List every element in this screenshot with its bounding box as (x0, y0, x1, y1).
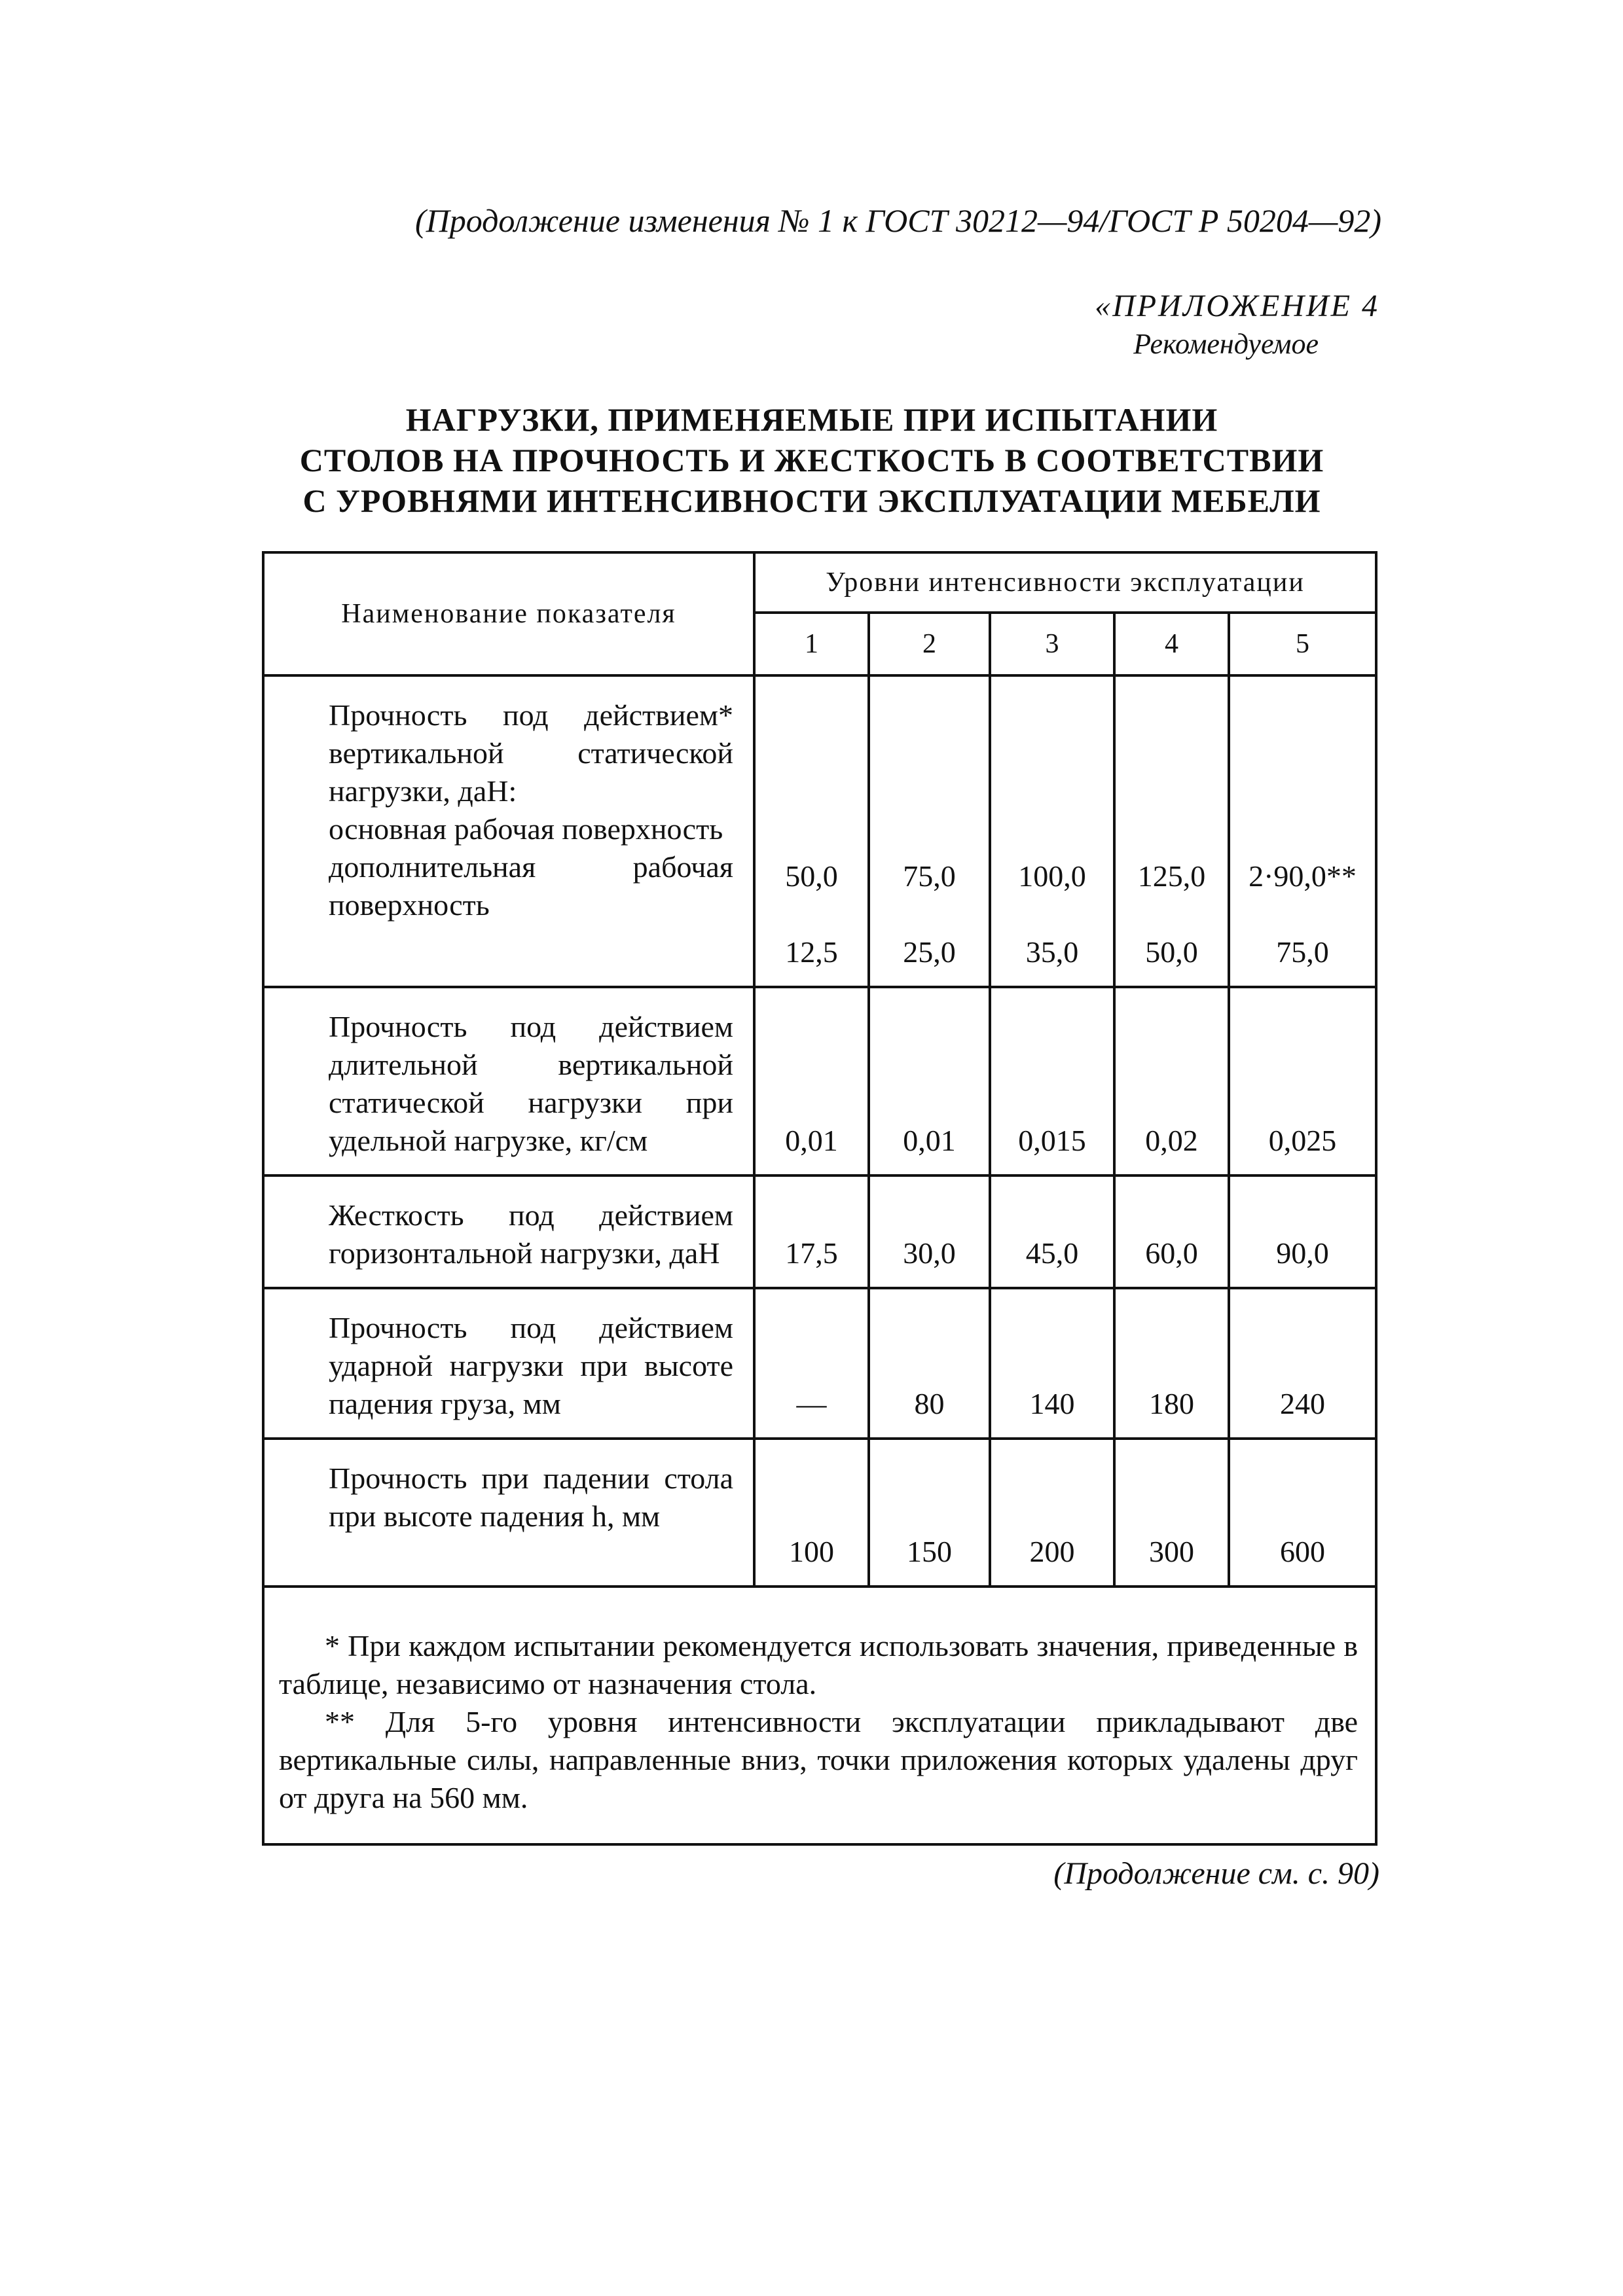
row-label (263, 1439, 754, 1587)
row-label (263, 987, 754, 1175)
table-row (263, 1439, 1376, 1587)
footnote-2: ** Для 5-го уровня интенсивности эксплуатации прикладывают две вертикальные силы, направленные вниз, точки приложения которых удалены друг от друга на 560 мм. (279, 1705, 1359, 1814)
table-cell (754, 675, 869, 987)
cell-value: 75,0 (1276, 935, 1329, 969)
title-line-1: НАГРУЗКИ, ПРИМЕНЯЕМЫЕ ПРИ ИСПЫТАНИИ (405, 401, 1218, 438)
cell-value: 100,0 (1018, 859, 1086, 893)
continuation-header: (Продолжение изменения № 1 к ГОСТ 30212—94/ГОСТ Р 50204—92) (414, 202, 1381, 239)
table-cell: 240 (1229, 1288, 1376, 1439)
cell-value: 50,0 (1145, 935, 1198, 969)
table-row (263, 1288, 1376, 1439)
continuation-footer: (Продолжение см. с. 90) (1053, 1856, 1379, 1891)
table-cell: 45,0 (990, 1175, 1114, 1288)
cell-value: 75,0 (903, 859, 956, 893)
table-cell: 60,0 (1114, 1175, 1229, 1288)
cell-value: 50,0 (785, 859, 838, 893)
row-sub-label: основная рабочая поверхность (329, 812, 723, 846)
table-cell: 140 (990, 1288, 1114, 1439)
level-header: 2 (869, 613, 990, 675)
row-label (263, 1175, 754, 1288)
title-line-2: СТОЛОВ НА ПРОЧНОСТЬ И ЖЕСТКОСТЬ В СООТВЕТСТВИИ (299, 442, 1324, 478)
column-header-levels: Уровни интенсивности эксплуатации (754, 552, 1376, 613)
title-line-3: С УРОВНЯМИ ИНТЕНСИВНОСТИ ЭКСПЛУАТАЦИИ МЕБЕЛИ (302, 482, 1321, 519)
loads-table (262, 551, 1377, 1846)
table-cell: 17,5 (754, 1175, 869, 1288)
table-row (263, 1175, 1376, 1288)
level-header: 3 (990, 613, 1114, 675)
appendix-label: «ПРИЛОЖЕНИЕ 4 (1095, 289, 1379, 323)
cell-value: 2·90,0** (1249, 859, 1357, 893)
table-cell: 90,0 (1229, 1175, 1376, 1288)
table-cell: 0,02 (1114, 987, 1229, 1175)
table-cell: 100 (754, 1439, 869, 1587)
table-cell: 0,015 (990, 987, 1114, 1175)
row-label-text: Прочность под действием длительной вертикальной статической нагрузки при удельной нагрузке, кг/см (329, 1010, 733, 1157)
row-sub-label: дополнительная рабочая поверхность (329, 850, 733, 922)
table-cell: 0,01 (754, 987, 869, 1175)
row-label-text: Прочность при падении стола при высоте падения h, мм (329, 1462, 733, 1533)
table-cell: 600 (1229, 1439, 1376, 1587)
row-label-text: Жесткость под действием горизонтальной нагрузки, даН (329, 1198, 733, 1270)
table-row (263, 675, 1376, 987)
level-header: 4 (1114, 613, 1229, 675)
table-cell: 150 (869, 1439, 990, 1587)
cell-value: 12,5 (785, 935, 838, 969)
table-cell: 30,0 (869, 1175, 990, 1288)
footnotes (263, 1587, 1376, 1844)
cell-value: 125,0 (1137, 859, 1206, 893)
level-header: 1 (754, 613, 869, 675)
row-label (263, 1288, 754, 1439)
table-cell: 80 (869, 1288, 990, 1439)
table-cell (990, 675, 1114, 987)
page-title (249, 399, 1375, 521)
table-cell (869, 675, 990, 987)
row-label-text: Прочность под действием* вертикальной статической нагрузки, даН: (329, 698, 733, 808)
level-header: 5 (1229, 613, 1376, 675)
table-cell (1114, 675, 1229, 987)
table-header-row (263, 552, 1376, 613)
table-cell: — (754, 1288, 869, 1439)
cell-value: 25,0 (903, 935, 956, 969)
appendix-status: Рекомендуемое (1133, 328, 1319, 360)
table-cell: 0,025 (1229, 987, 1376, 1175)
table-footnote-row (263, 1587, 1376, 1844)
table-cell: 200 (990, 1439, 1114, 1587)
footnote-1: * При каждом испытании рекомендуется использовать значения, приведенные в таблице, независимо от назначения стола. (279, 1629, 1359, 1700)
table-cell: 0,01 (869, 987, 990, 1175)
column-header-name: Наименование показателя (263, 552, 754, 675)
cell-value: 35,0 (1025, 935, 1079, 969)
row-label-text: Прочность под действием ударной нагрузки при высоте падения груза, мм (329, 1311, 733, 1420)
table-cell: 180 (1114, 1288, 1229, 1439)
table-cell: 300 (1114, 1439, 1229, 1587)
table-cell (1229, 675, 1376, 987)
table-row (263, 987, 1376, 1175)
row-label (263, 675, 754, 987)
